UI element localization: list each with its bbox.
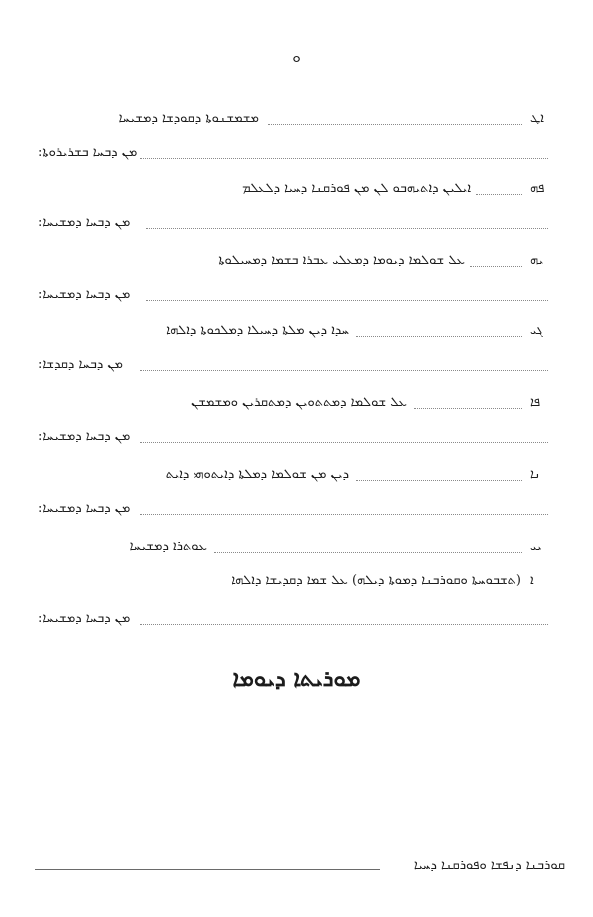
toc-entry[interactable] bbox=[0, 320, 593, 346]
toc-entry[interactable] bbox=[0, 536, 593, 562]
toc-subtitle: ܡܢ ܕܒܚܐ ܕܡܫܝܚܐ: bbox=[38, 501, 131, 516]
leader-dots bbox=[140, 442, 548, 443]
footer-divider bbox=[35, 869, 380, 870]
toc-title: ܥܠ ܫܘܠܡܐ ܕܡܬܬܘܝܢ ܕܡܬܩܪܝܢ ܘܡܫܡܫܢ bbox=[191, 395, 407, 410]
leader-dots bbox=[214, 552, 522, 553]
toc-subentry[interactable] bbox=[0, 284, 593, 310]
section-heading: ܡܘܪܝܬܐ ܕܝܘܡܐ bbox=[232, 666, 361, 692]
toc-title: ܐܝܠܝܢ ܕܐܬܝܗܒܘ ܠܢ ܡܢ ܦܘܪܩܢܐ ܕܚܝܐ ܕܠܥܠܡ bbox=[242, 181, 471, 196]
leader-dots bbox=[146, 228, 548, 229]
toc-subentry[interactable] bbox=[0, 498, 593, 524]
leader-dots bbox=[140, 158, 548, 159]
toc-title: ܚܕܐ ܕܝܢ ܡܠܬܐ ܕܚܝܠܐ ܕܡܠܟܘܬܐ ܕܐܠܗܐ bbox=[166, 323, 349, 338]
leader-dots bbox=[140, 370, 548, 371]
toc-subentry[interactable] bbox=[0, 354, 593, 380]
toc-page-number: ܐ bbox=[530, 573, 534, 588]
leader-dots bbox=[476, 194, 522, 195]
toc-entry[interactable] bbox=[0, 250, 593, 276]
toc-subtitle: ܡܢ ܕܒܚܐ ܕܩܕܫܐ: bbox=[38, 357, 123, 372]
toc-subentry[interactable] bbox=[0, 142, 593, 168]
table-of-contents bbox=[0, 100, 593, 640]
toc-page-number: ܦܐ bbox=[530, 395, 541, 410]
toc-page-number: ܝܝ bbox=[530, 539, 542, 554]
leader-dots bbox=[146, 300, 548, 301]
leader-dots bbox=[356, 480, 522, 481]
toc-page-number: ܐܛ bbox=[530, 111, 544, 126]
toc-page-number: ܓܝ bbox=[530, 323, 543, 338]
toc-subentry[interactable] bbox=[0, 426, 593, 452]
toc-entry[interactable] bbox=[0, 178, 593, 204]
toc-page-number: ܢܐ bbox=[530, 467, 541, 482]
toc-entry[interactable] bbox=[0, 392, 593, 418]
toc-page-number: ܦܗ bbox=[530, 181, 545, 196]
leader-dots bbox=[140, 624, 548, 625]
toc-page-number: ܝܗ bbox=[530, 253, 544, 268]
toc-subtitle: ܡܢ ܕܒܚܐ ܕܡܫܝܚܐ: bbox=[38, 611, 131, 626]
toc-subentry[interactable] bbox=[0, 608, 593, 634]
toc-title: ܕܝܢ ܡܢ ܫܘܠܡܐ ܕܡܠܬܐ ܕܐܝܬܘܗܝ ܕܐܝܬ bbox=[165, 467, 349, 482]
toc-entry[interactable] bbox=[0, 464, 593, 490]
toc-subentry[interactable] bbox=[0, 212, 593, 238]
toc-subtitle: ܡܢ ܕܒܚܐ ܕܡܫܝܚܐ: bbox=[38, 215, 131, 230]
toc-subtitle: ܡܢ ܕܒܚܐ ܕܡܫܝܚܐ: bbox=[38, 429, 131, 444]
toc-subtitle: ܡܢ ܕܒܚܐ ܕܡܫܝܚܐ: bbox=[38, 287, 131, 302]
toc-title: (ܬܫܒܘܚܬܐ ܘܩܘܪܒܢܐ ܕܡܘܬܐ ܕܝܠܗ) ܥܠ ܫܡܐ ܕܩܕܝܫܐ ܕܐܠܗܐ bbox=[231, 573, 521, 588]
leader-dots bbox=[414, 408, 522, 409]
toc-title: ܥܠ ܫܘܠܡܐ ܕܝܘܡܐ ܕܡܥܠܝ ܥܒܪܐ ܒܫܡܐ ܕܡܚܝܠܘܬܐ bbox=[218, 253, 465, 268]
leader-dots bbox=[356, 336, 522, 337]
leader-dots bbox=[268, 124, 522, 125]
toc-entry[interactable] bbox=[0, 108, 593, 134]
footer-running-title: ܩܘܪܒܢܐ ܕܢܦܫܐ ܘܦܘܪܩܢܐ ܕܚܝܐ bbox=[413, 858, 565, 873]
leader-dots bbox=[470, 266, 522, 267]
toc-entry[interactable] bbox=[0, 570, 593, 596]
toc-title: ܡܫܡܫܢܘܬܐ ܕܩܘܕܫܐ ܕܡܫܝܚܐ bbox=[118, 111, 259, 126]
page-number: ܘ bbox=[292, 48, 301, 66]
toc-subtitle: ܡܢ ܕܒܚܐ ܒܫܪܝܪܘܬܐ: bbox=[38, 145, 138, 160]
toc-title: ܥܘܬܪܐ ܕܡܫܝܚܐ bbox=[129, 539, 207, 554]
leader-dots bbox=[140, 514, 548, 515]
